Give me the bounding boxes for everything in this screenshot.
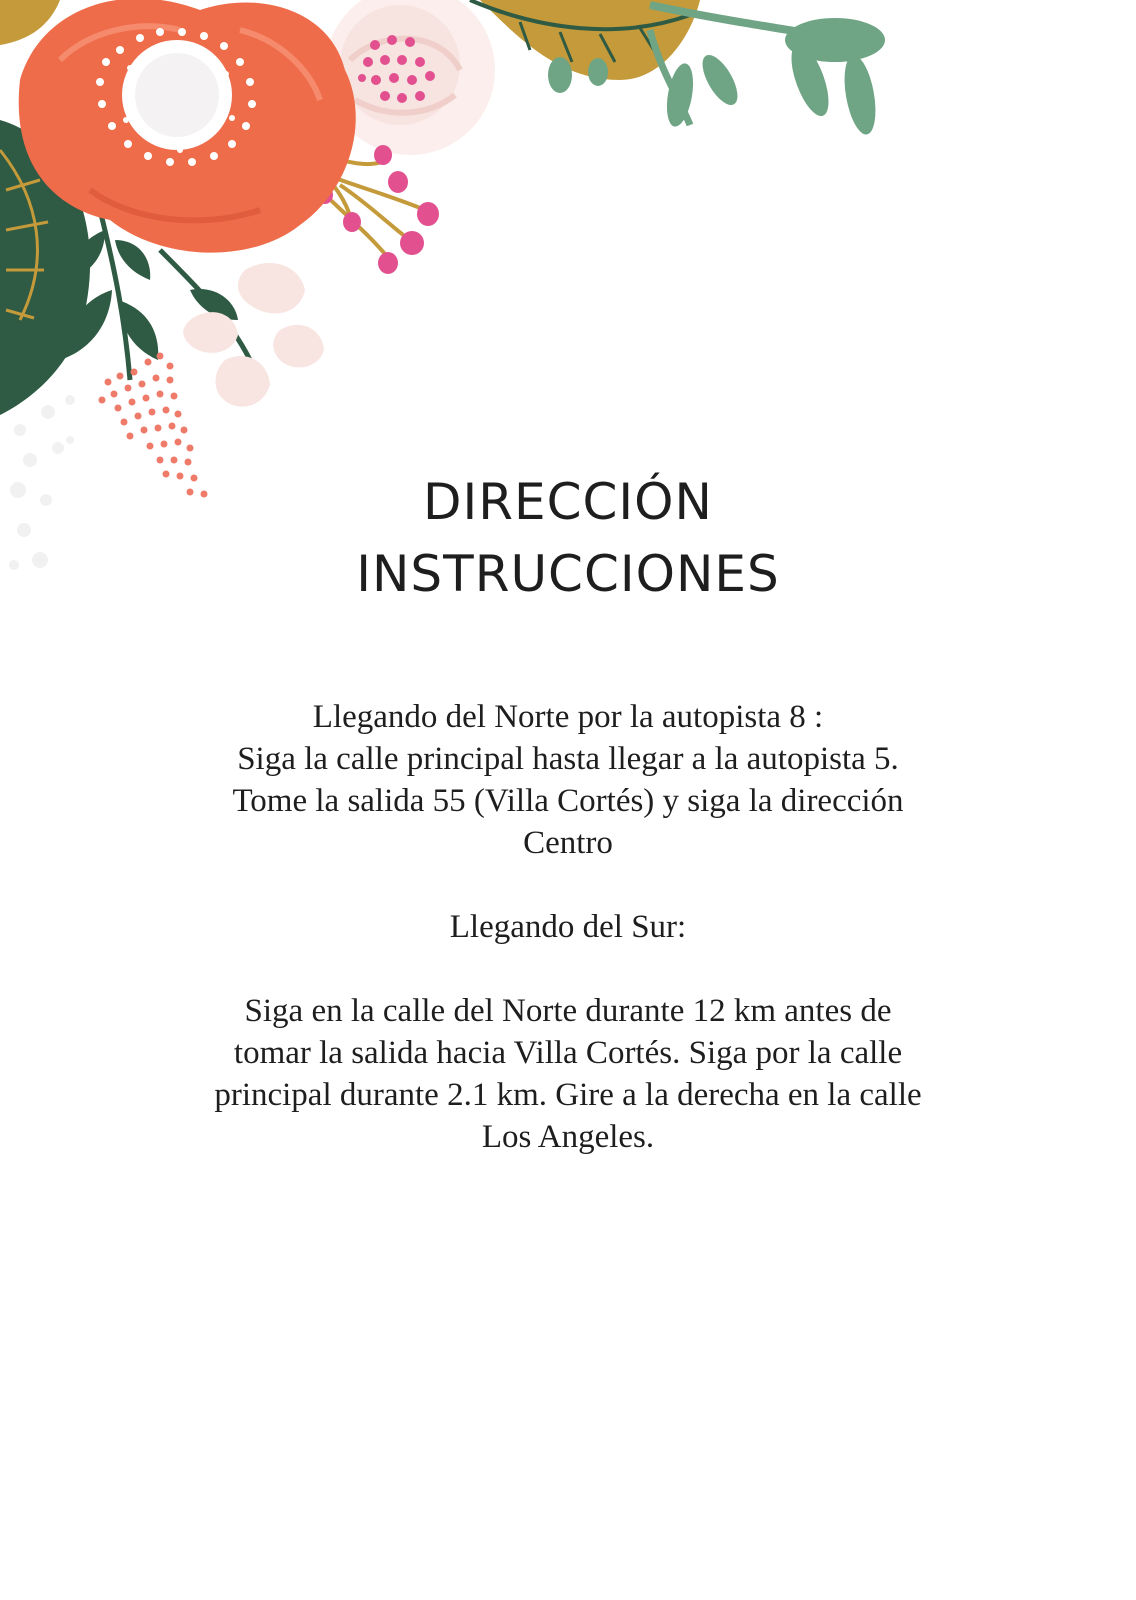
north-line-2: Tome la salida 55 (Villa Cortés) y siga la dirección xyxy=(232,783,904,819)
south-heading: Llegando del Sur: xyxy=(449,909,687,945)
spacer xyxy=(150,948,986,990)
title-line-1: DIRECCIÓN xyxy=(423,473,713,531)
south-line-1: Siga en la calle del Norte durante 12 km antes de xyxy=(244,993,892,1029)
directions-text xyxy=(150,696,986,1158)
north-line-1: Siga la calle principal hasta llegar a la autopista 5. xyxy=(237,741,899,777)
title-line-2: INSTRUCCIONES xyxy=(356,545,780,603)
north-heading: Llegando del Norte por la autopista 8 : xyxy=(312,699,824,735)
north-line-3: Centro xyxy=(523,825,613,861)
south-line-4: Los Angeles. xyxy=(481,1119,655,1155)
blush-small-flowers xyxy=(183,263,324,407)
south-line-2: tomar la salida hacia Villa Cortés. Siga por la calle xyxy=(233,1035,903,1071)
south-line-3: principal durante 2.1 km. Gire a la derecha en la calle xyxy=(214,1077,922,1113)
spacer xyxy=(150,864,986,906)
page-title xyxy=(0,466,1136,610)
